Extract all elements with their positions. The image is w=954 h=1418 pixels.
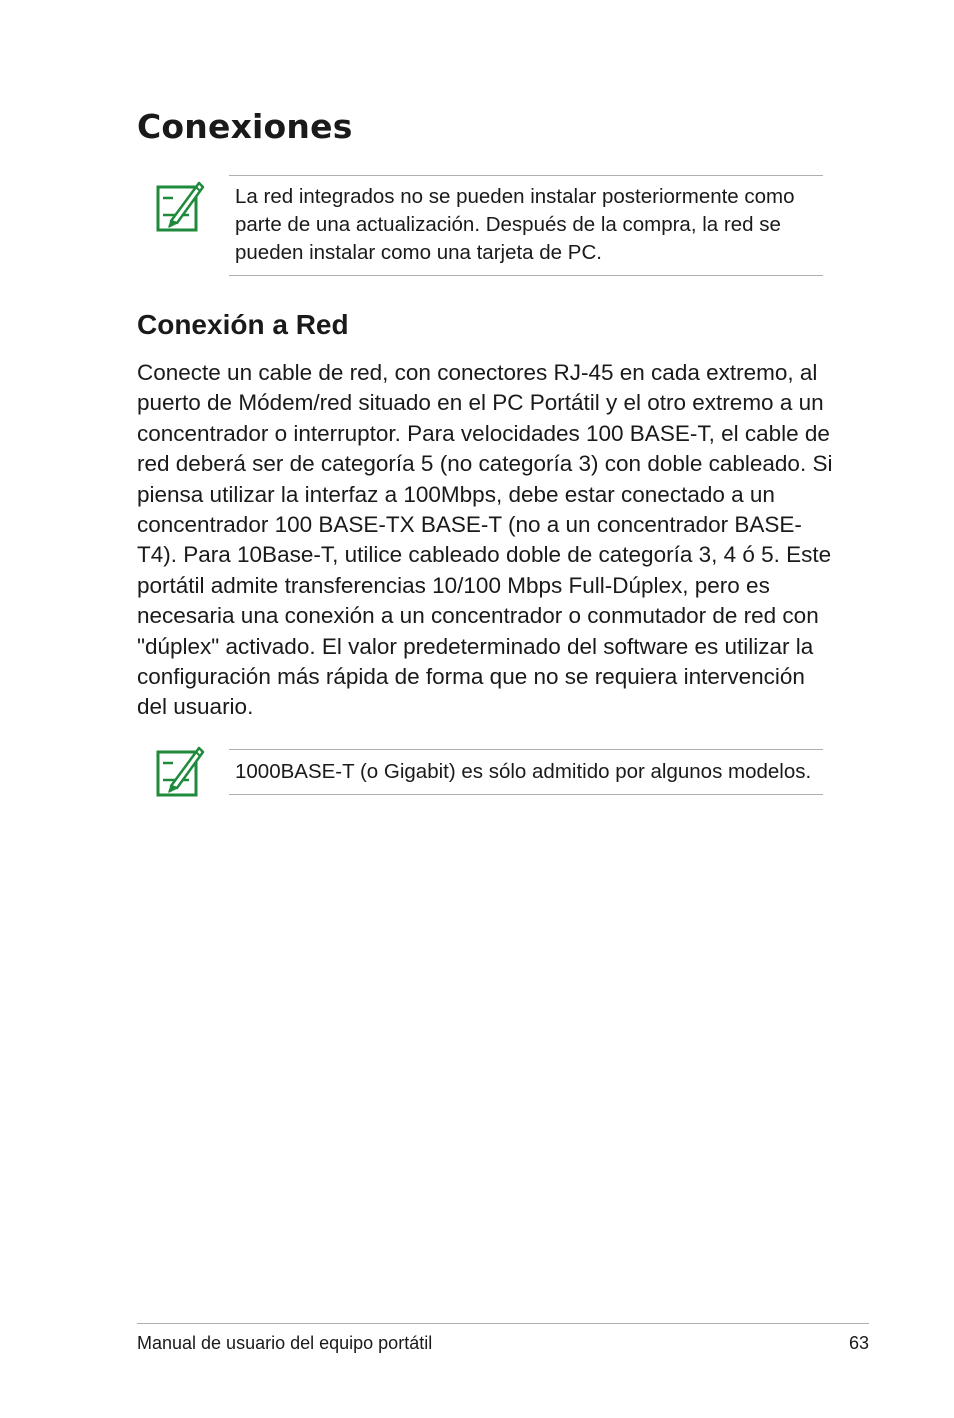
note-text: La red integrados no se pueden instalar posteriormente como parte de una actualización. Después de la compra, la red se pueden instalar como una tarjeta de PC. [235, 185, 795, 264]
note-block [137, 742, 823, 800]
note-block [137, 175, 823, 275]
note-pencil-icon [155, 177, 205, 235]
page-title: Conexiones [137, 107, 353, 146]
page-number: 63 [848, 1333, 869, 1353]
footer-title: Manual de usuario del equipo portátil [137, 1333, 433, 1353]
note-box [229, 175, 823, 276]
note-pencil-icon [155, 742, 205, 800]
footer-divider [137, 1323, 869, 1324]
note-text: 1000BASE-T (o Gigabit) es sólo admitido por algunos modelos. [235, 760, 812, 783]
section-heading: Conexión a Red [137, 309, 349, 340]
body-paragraph: Conecte un cable de red, con conectores RJ-45 en cada extremo, al puerto de Módem/red situado en el PC Portátil y el otro extremo a un concentrador o interruptor. Para velocidades 100 BASE-T, el cable de red deberá ser de categoría 5 (no categoría 3) con doble cableado. Si piensa utilizar la interfaz a 100Mbps, debe estar conectado a un concentrador 100 BASE-TX BASE-T (no a un concentrador BASE-T4). Para 10Base-T, utilice cableado doble de categoría 3, 4 ó 5. Este portátil admite transferencias 10/100 Mbps Full-Dúplex, pero es necesaria una conexión a un concentrador o conmutador de red con "dúplex" activado. El valor predeterminado del software es utilizar la configuración más rápida de forma que no se requiera intervención del usuario. [137, 360, 833, 720]
note-box [229, 749, 823, 795]
